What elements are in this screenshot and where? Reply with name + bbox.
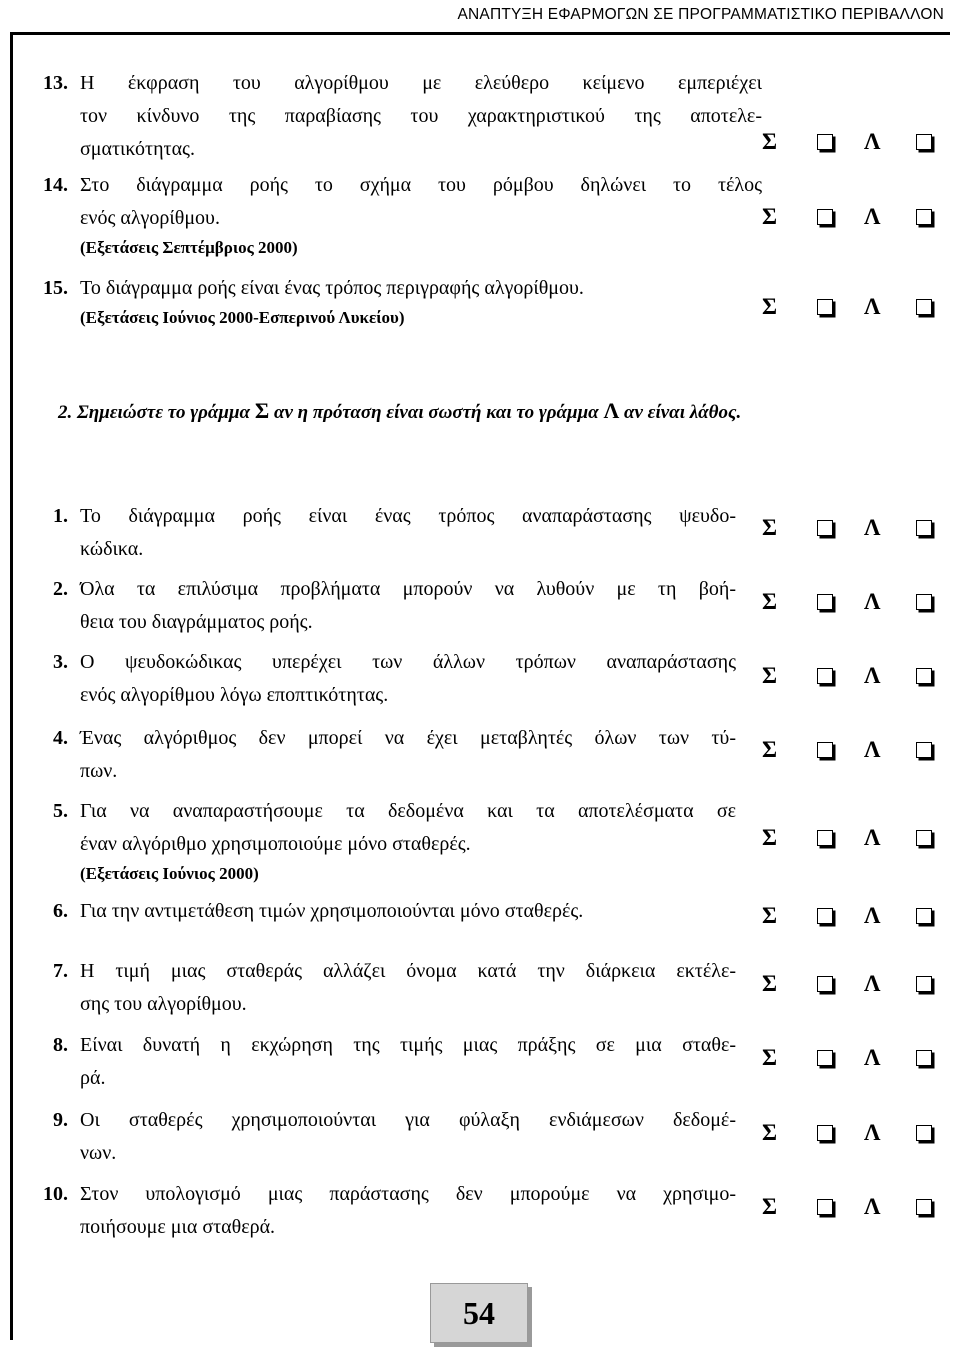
true-checkbox[interactable]	[817, 908, 833, 924]
true-checkbox[interactable]	[817, 299, 833, 315]
true-checkbox[interactable]	[817, 668, 833, 684]
true-label: Σ	[762, 1194, 778, 1219]
question-text	[80, 1104, 736, 1170]
question-line: ποιήσουμε μια σταθερά.	[80, 1216, 276, 1238]
question-line: τον κίνδυνο της παραβίασης του χαρακτηριστικού της αποτελε-	[80, 105, 762, 127]
header-rule	[10, 32, 950, 35]
true-label: Σ	[762, 589, 778, 614]
exam-source: (Εξετάσεις Ιούνιος 2000)	[80, 864, 259, 883]
false-checkbox[interactable]	[916, 1199, 932, 1215]
true-label: Σ	[762, 1045, 778, 1070]
answer-choice-3	[762, 661, 942, 691]
question-line: Ένας αλγόριθμος δεν μπορεί να έχει μεταβλητές όλων των τύ-	[80, 727, 736, 749]
question-number: 13.	[43, 72, 68, 94]
answer-choice-8	[762, 1043, 942, 1073]
false-checkbox[interactable]	[916, 594, 932, 610]
false-label: Λ	[864, 1194, 881, 1219]
question-line: Οι σταθερές χρησιμοποιούνται για φύλαξη ενδιάμεσων δεδομέ-	[80, 1109, 736, 1131]
question-line: Η έκφραση του αλγορίθμου με ελεύθερο κείμενο εμπεριέχει	[80, 72, 762, 94]
question-line: Είναι δυνατή η εκχώρηση της τιμής μιας πράξης σε μια σταθε-	[80, 1034, 736, 1056]
false-checkbox[interactable]	[916, 742, 932, 758]
question-number: 15.	[43, 277, 68, 299]
true-checkbox[interactable]	[817, 976, 833, 992]
question-number: 8.	[53, 1034, 68, 1056]
question-line: νων.	[80, 1142, 117, 1164]
answer-choice-14	[762, 202, 942, 232]
answer-choice-2	[762, 587, 942, 617]
question-line: Η τιμή μιας σταθεράς αλλάζει όνομα κατά την διάρκεια εκτέλε-	[80, 960, 736, 982]
false-label: Λ	[864, 204, 881, 229]
false-checkbox[interactable]	[916, 299, 932, 315]
answer-choice-1	[762, 513, 942, 543]
question-number: 3.	[53, 651, 68, 673]
question-number: 6.	[53, 900, 68, 922]
running-header: ΑΝΑΠΤΥΞΗ ΕΦΑΡΜΟΓΩΝ ΣΕ ΠΡΟΓΡΑΜΜΑΤΙΣΤΙΚΟ ΠΕΡΙΒΑΛΛΟΝ	[457, 6, 944, 23]
false-checkbox[interactable]	[916, 1050, 932, 1066]
false-label: Λ	[864, 737, 881, 762]
question-line: Στο διάγραμμα ροής το σχήμα του ρόμβου δηλώνει το τέλος	[80, 174, 762, 196]
false-label: Λ	[864, 589, 881, 614]
false-label: Λ	[864, 663, 881, 688]
question-number: 10.	[43, 1183, 68, 1205]
false-checkbox[interactable]	[916, 668, 932, 684]
question-text	[80, 1029, 736, 1095]
true-checkbox[interactable]	[817, 1125, 833, 1141]
question-line: ενός αλγορίθμου λόγω εποπτικότητας.	[80, 684, 389, 706]
question-line: έναν αλγόριθμο χρησιμοποιούμε μόνο σταθερές.	[80, 833, 471, 855]
true-checkbox[interactable]	[817, 209, 833, 225]
instruction-text: αν είναι λάθος.	[623, 402, 742, 423]
true-checkbox[interactable]	[817, 134, 833, 150]
instruction-text: αν η πρόταση είναι σωστή και το γράμμα	[273, 402, 599, 423]
false-label: Λ	[864, 971, 881, 996]
question-line: Στον υπολογισμό μιας παράστασης δεν μπορούμε να χρησιμο-	[80, 1183, 736, 1205]
true-label: Σ	[762, 1120, 778, 1145]
page-number: 54	[463, 1295, 495, 1331]
question-number: 4.	[53, 727, 68, 749]
instruction-heading	[58, 398, 938, 424]
true-label: Σ	[762, 737, 778, 762]
question-number: 2.	[53, 578, 68, 600]
question-text	[80, 955, 736, 1021]
question-line: σης του αλγορίθμου.	[80, 993, 247, 1015]
answer-choice-13	[762, 127, 942, 157]
instruction-number: 2.	[58, 402, 73, 423]
answer-choice-5	[762, 823, 942, 853]
false-checkbox[interactable]	[916, 520, 932, 536]
left-margin-rule	[10, 32, 13, 1340]
answer-choice-9	[762, 1118, 942, 1148]
question-text	[80, 573, 736, 639]
false-label: Λ	[864, 294, 881, 319]
instruction-text: Σημειώστε το γράμμα	[77, 402, 251, 423]
true-checkbox[interactable]	[817, 830, 833, 846]
false-label: Λ	[864, 1045, 881, 1070]
page-number-box	[430, 1283, 528, 1343]
question-line: Για να αναπαραστήσουμε τα δεδομένα και τα αποτελέσματα σε	[80, 800, 736, 822]
true-label: Σ	[762, 294, 778, 319]
false-label: Λ	[864, 903, 881, 928]
question-number: 9.	[53, 1109, 68, 1131]
question-line: Ο ψευδοκώδικας υπερέχει των άλλων τρόπων αναπαράστασης	[80, 651, 736, 673]
question-text	[80, 646, 736, 712]
answer-choice-10	[762, 1192, 942, 1222]
true-checkbox[interactable]	[817, 594, 833, 610]
true-label: Σ	[762, 204, 778, 229]
exam-source: (Εξετάσεις Σεπτέμβριος 2000)	[80, 238, 298, 257]
question-text	[80, 169, 762, 261]
question-text	[80, 67, 762, 166]
question-text	[80, 1178, 736, 1244]
false-label: Λ	[864, 1120, 881, 1145]
answer-choice-6	[762, 901, 942, 931]
question-text	[80, 795, 736, 887]
question-line: Το διάγραμμα ροής είναι ένας τρόπος περιγραφής αλγορίθμου.	[80, 277, 584, 299]
question-number: 5.	[53, 800, 68, 822]
question-text	[80, 722, 736, 788]
question-line: Το διάγραμμα ροής είναι ένας τρόπος αναπαράστασης ψευδο-	[80, 505, 736, 527]
true-label: Σ	[762, 971, 778, 996]
question-number: 7.	[53, 960, 68, 982]
true-label: Σ	[762, 515, 778, 540]
question-line: θεια του διαγράμματος ροής.	[80, 611, 313, 633]
answer-choice-7	[762, 969, 942, 999]
false-checkbox[interactable]	[916, 830, 932, 846]
question-line: ενός αλγορίθμου.	[80, 207, 220, 229]
false-label: Λ	[864, 825, 881, 850]
true-symbol: Σ	[254, 398, 270, 423]
question-text	[80, 272, 762, 331]
question-line: Όλα τα επιλύσιμα προβλήματα μπορούν να λυθούν με τη βοή-	[80, 578, 736, 600]
false-checkbox[interactable]	[916, 134, 932, 150]
true-checkbox[interactable]	[817, 742, 833, 758]
question-line: πων.	[80, 760, 118, 782]
answer-choice-15	[762, 292, 942, 322]
true-label: Σ	[762, 129, 778, 154]
true-label: Σ	[762, 903, 778, 928]
false-checkbox[interactable]	[916, 1125, 932, 1141]
false-checkbox[interactable]	[916, 209, 932, 225]
question-line: σματικότητας.	[80, 138, 195, 160]
question-line: κώδικα.	[80, 538, 144, 560]
answer-choice-4	[762, 735, 942, 765]
true-label: Σ	[762, 825, 778, 850]
question-text	[80, 500, 736, 566]
true-checkbox[interactable]	[817, 1050, 833, 1066]
question-text	[80, 895, 760, 928]
question-line: ρά.	[80, 1067, 106, 1089]
true-checkbox[interactable]	[817, 520, 833, 536]
true-checkbox[interactable]	[817, 1199, 833, 1215]
exam-source: (Εξετάσεις Ιούνιος 2000-Εσπερινού Λυκείου)	[80, 308, 405, 327]
false-checkbox[interactable]	[916, 908, 932, 924]
false-label: Λ	[864, 515, 881, 540]
question-number: 1.	[53, 505, 68, 527]
false-label: Λ	[864, 129, 881, 154]
question-number: 14.	[43, 174, 68, 196]
true-label: Σ	[762, 663, 778, 688]
false-checkbox[interactable]	[916, 976, 932, 992]
false-symbol: Λ	[603, 398, 620, 423]
question-line: Για την αντιμετάθεση τιμών χρησιμοποιούνται μόνο σταθερές.	[80, 900, 584, 922]
